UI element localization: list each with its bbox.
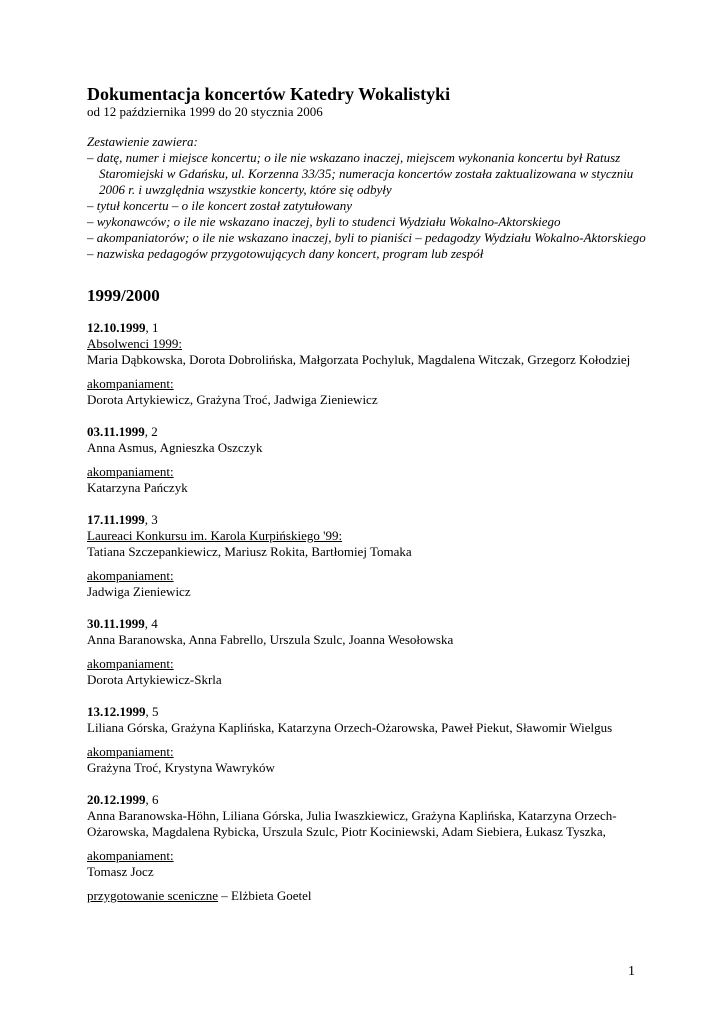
summary-heading: Zestawienie zawiera: [87, 134, 198, 149]
concert-date: 13.12.1999 [87, 704, 146, 719]
accompaniment-label: akompaniament: [87, 848, 174, 863]
concert-accompanists: Katarzyna Pańczyk [87, 480, 188, 495]
concert-entry [87, 792, 647, 904]
concert-entry [87, 424, 647, 496]
concert-number: , 3 [144, 512, 158, 527]
concert-performers: Tatiana Szczepankiewicz, Mariusz Rokita, Bartłomiej Tomaka [87, 544, 412, 559]
concert-header [87, 512, 647, 528]
stage-preparation-value: – Elżbieta Goetel [218, 888, 312, 903]
summary-section [87, 134, 647, 262]
document-content [87, 84, 647, 920]
accompaniment-label: akompaniament: [87, 568, 174, 583]
stage-preparation-label: przygotowanie sceniczne [87, 888, 219, 903]
accompaniment-label: akompaniament: [87, 376, 174, 391]
concert-header [87, 320, 647, 336]
concert-header [87, 792, 647, 808]
concert-entry [87, 616, 647, 688]
concert-header [87, 704, 647, 720]
concert-title: Absolwenci 1999: [87, 336, 182, 351]
page-number: 1 [628, 964, 635, 979]
summary-item: – akompaniatorów; o ile nie wskazano inaczej, byli to pianiści – pedagodzy Wydziału Wokalno-Aktorskiego [87, 230, 646, 245]
concert-performers: Anna Baranowska-Höhn, Liliana Górska, Julia Iwaszkiewicz, Grażyna Kaplińska, Katarzyna Orzech-Ożarowska, Magdalena Rybicka, Urszula Szulc, Piotr Kociniewski, Adam Siebiera, Łukasz Tyszka, [87, 808, 617, 839]
concert-entry [87, 704, 647, 776]
concert-accompanists: Grażyna Troć, Krystyna Wawryków [87, 760, 275, 775]
summary-item: – wykonawców; o ile nie wskazano inaczej, byli to studenci Wydziału Wokalno-Aktorskiego [87, 214, 561, 229]
concert-performers: Anna Baranowska, Anna Fabrello, Urszula Szulc, Joanna Wesołowska [87, 632, 454, 647]
summary-item: – datę, numer i miejsce koncertu; o ile nie wskazano inaczej, miejscem wykonania koncertu był Ratusz Staromiejski w Gdańsku, ul. Korzenna 33/35; numeracja koncertów została zaktualizowana w styczniu 2006 r. i uwzględnia wszystkie koncerty, które się odbyły [87, 150, 634, 197]
summary-item: – nazwiska pedagogów przygotowujących dany koncert, program lub zespół [87, 246, 484, 261]
summary-list [87, 150, 647, 262]
summary-item: – tytuł koncertu – o ile koncert został zatytułowany [87, 198, 353, 213]
concert-title: Laureaci Konkursu im. Karola Kurpińskiego '99: [87, 528, 343, 543]
concert-header [87, 616, 647, 632]
concert-accompanists: Dorota Artykiewicz-Skrla [87, 672, 222, 687]
concert-number: , 4 [144, 616, 158, 631]
concert-accompanists: Dorota Artykiewicz, Grażyna Troć, Jadwiga Zieniewicz [87, 392, 378, 407]
concert-entry [87, 320, 647, 408]
concert-date: 30.11.1999 [87, 616, 145, 631]
concert-entry [87, 512, 647, 600]
accompaniment-label: akompaniament: [87, 464, 174, 479]
concert-date: 12.10.1999 [87, 320, 146, 335]
concert-number: , 5 [145, 704, 159, 719]
concert-number: , 6 [145, 792, 159, 807]
document-subtitle: od 12 października 1999 do 20 stycznia 2006 [87, 104, 323, 119]
concert-number: , 2 [144, 424, 158, 439]
accompaniment-label: akompaniament: [87, 656, 174, 671]
concert-accompanists: Tomasz Jocz [87, 864, 154, 879]
concert-accompanists: Jadwiga Zieniewicz [87, 584, 191, 599]
concert-header [87, 424, 647, 440]
concert-performers: Maria Dąbkowska, Dorota Dobrolińska, Małgorzata Pochyluk, Magdalena Witczak, Grzegorz Kołodziej [87, 352, 631, 367]
stage-preparation [87, 888, 647, 904]
document-title: Dokumentacja koncertów Katedry Wokalistyki [87, 84, 451, 104]
concert-date: 20.12.1999 [87, 792, 146, 807]
concert-performers: Anna Asmus, Agnieszka Oszczyk [87, 440, 263, 455]
accompaniment-label: akompaniament: [87, 744, 174, 759]
season-heading: 1999/2000 [87, 286, 160, 305]
concert-date: 17.11.1999 [87, 512, 145, 527]
concert-number: , 1 [145, 320, 159, 335]
concert-date: 03.11.1999 [87, 424, 145, 439]
concert-performers: Liliana Górska, Grażyna Kaplińska, Katarzyna Orzech-Ożarowska, Paweł Piekut, Sławomir Wielgus [87, 720, 613, 735]
